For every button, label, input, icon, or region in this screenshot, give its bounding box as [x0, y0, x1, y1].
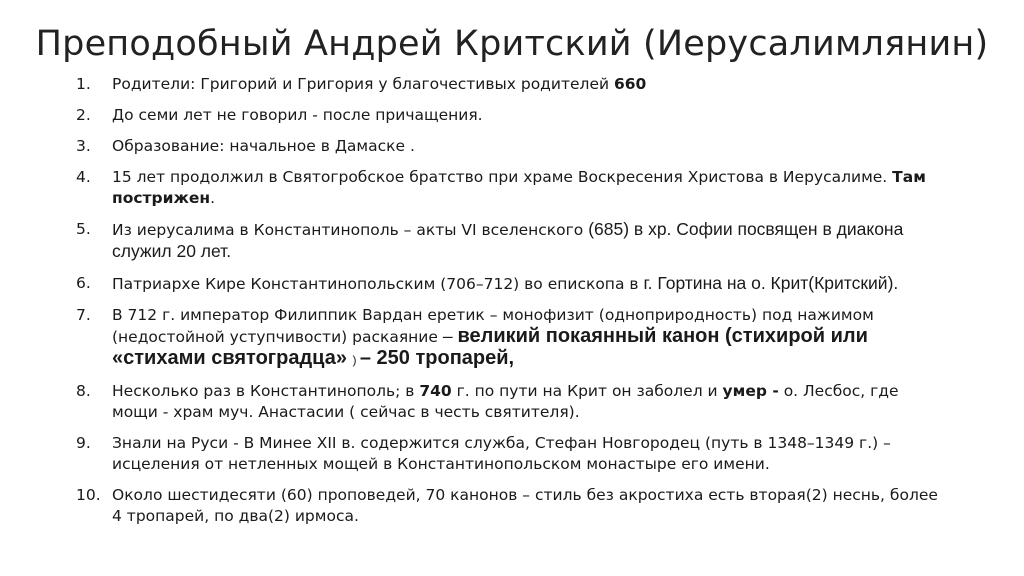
list-item — [76, 305, 946, 371]
item-text: . — [210, 189, 216, 207]
item-number: 10. — [76, 486, 101, 504]
item-text-bold: великий покаянный канон (стихирой или «стихами святоградца» — [112, 325, 868, 369]
list-item — [76, 273, 946, 295]
item-number: 2. — [76, 106, 91, 124]
item-number: 3. — [76, 137, 91, 155]
item-text: Несколько раз в Константинополь; в — [112, 382, 420, 400]
list-item — [76, 136, 946, 157]
slide-title: Преподобный Андрей Критский (Иерусалимлянин) — [35, 24, 989, 64]
item-text-alt: – — [442, 326, 458, 346]
item-text-alt: г. Гортина на о. Крит(Критский). — [643, 273, 899, 293]
item-text: о. Лесбос, где мощи - храм муч. Анастасии ( сейчас в честь святителя). — [112, 382, 899, 421]
list-item — [76, 485, 946, 527]
item-text-bold: Там пострижен — [112, 168, 926, 207]
item-text: 15 лет продолжил в Святогробское братство при храме Воскресения Христова в Иерусалиме. — [112, 168, 893, 186]
item-number: 1. — [76, 75, 91, 93]
item-text-bold: 660 — [613, 75, 647, 93]
item-text-bold: – 250 тропарей, — [359, 347, 515, 369]
item-text-small: ) — [352, 353, 360, 367]
list-item — [76, 433, 946, 475]
item-text: Около шестидесяти (60) проповедей, 70 канонов – стиль без акростиха есть вторая(2) неснь, более 4 тропарей, по два(2) ирмоса. — [112, 486, 938, 525]
item-text: Образование: начальное в Дамаске . — [112, 137, 415, 155]
item-text: г. по пути на Крит он заболел и — [451, 382, 723, 400]
content-list — [76, 74, 946, 537]
item-text: Знали на Руси - В Минее XII в. содержится служба, Стефан Новгородец (путь в 1348–1349 г.) – исцеления от нетленных мощей в Константинопольском монастыре его имени. — [112, 434, 891, 473]
item-number: 9. — [76, 434, 91, 452]
item-text-bold: умер - — [722, 382, 779, 400]
item-text: В 712 г. император Филиппик Вардан еретик – монофизит (однoприродность) под нажимом (недостойной уступчивости) раскаяние — [112, 306, 874, 346]
item-number: 5. — [76, 220, 91, 238]
item-text: Патриархе Кире Константинопольским (706–712) во епископа в — [112, 275, 644, 293]
item-text-bold: 740 — [419, 382, 452, 400]
item-number: 8. — [76, 382, 91, 400]
list-item — [76, 219, 946, 263]
item-number: 6. — [76, 274, 91, 292]
item-text: До семи лет не говорил - после причащения. — [112, 106, 483, 124]
item-text: Родители: Григорий и Григория у благочестивых родителей — [112, 75, 614, 93]
list-item — [76, 167, 946, 209]
list-item — [76, 74, 946, 95]
item-text: Из иерусалима в Константинополь – акты VI вселенского — [112, 221, 589, 239]
list-item — [76, 381, 946, 423]
list-item — [76, 105, 946, 126]
item-number: 7. — [76, 306, 91, 324]
item-text-alt: (685) в хр. Софии посвящен в диакона служил 20 лет. — [112, 219, 904, 261]
item-number: 4. — [76, 168, 91, 186]
